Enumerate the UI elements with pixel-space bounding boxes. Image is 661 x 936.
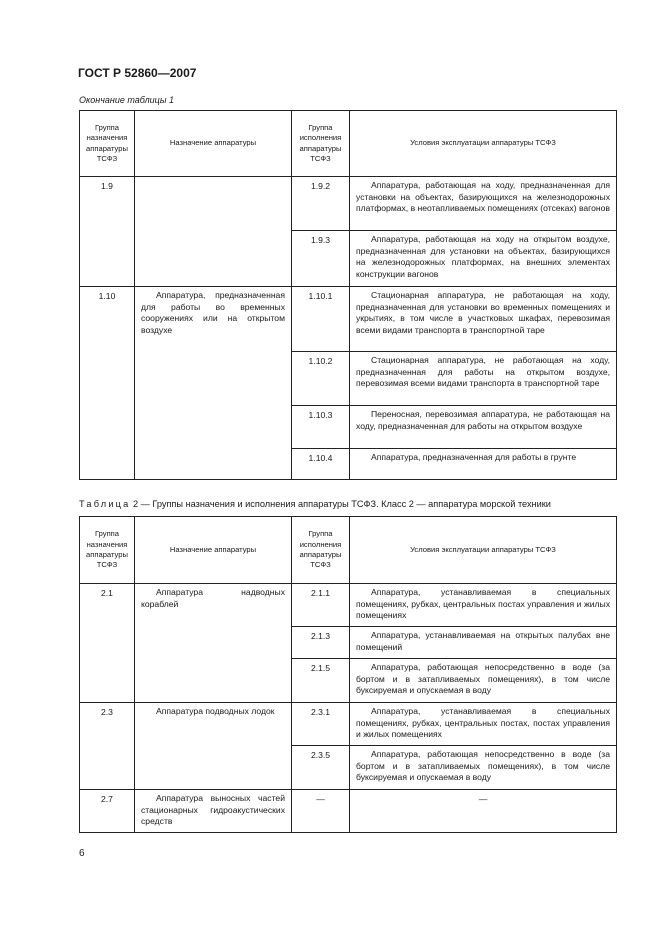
table-row: [80, 703, 617, 746]
execution-cell: 2.3.1: [292, 703, 350, 746]
col-header-group-execution: Группа исполнения аппаратуры ТСФЗ: [292, 517, 350, 584]
conditions-cell: Переносная, перевозимая аппаратура, не работающая на ходу, предназначенная для работы на открытом воздухе: [350, 406, 617, 449]
execution-cell: —: [292, 790, 350, 833]
table-row: [80, 287, 617, 352]
group-cell: 1.10: [80, 287, 135, 480]
purpose-cell: Аппаратура выносных частей стационарных гидроакустических средств: [135, 790, 292, 833]
conditions-cell: Аппаратура, работающая на ходу, предназначенная для установки на объектах, базирующихся на железнодорожных платформах, в неотапливаемых помещениях (отсеках) вагонов: [350, 177, 617, 231]
col-header-purpose: Назначение аппаратуры: [135, 111, 292, 177]
execution-cell: 1.10.2: [292, 352, 350, 406]
execution-cell: 2.3.5: [292, 746, 350, 790]
conditions-cell: —: [350, 790, 617, 833]
table2-caption: [79, 499, 551, 509]
table1-caption: Окончание таблицы 1: [79, 95, 174, 105]
group-cell: 2.1: [80, 584, 135, 703]
execution-cell: 1.10.1: [292, 287, 350, 352]
table-1: [79, 110, 617, 480]
execution-cell: 1.9.3: [292, 231, 350, 287]
table2-caption-text: 2 — Группы назначения и исполнения аппаратуры ТСФЗ. Класс 2 — аппаратура морской техники: [133, 499, 551, 509]
execution-cell: 1.10.4: [292, 449, 350, 480]
conditions-cell: Стационарная аппаратура, не работающая на ходу, предназначенная для установки во временных помещениях и укрытиях, в том числе в участковых шкафах, перевозимая всеми видами транспорта в транспортной таре: [350, 287, 617, 352]
page-number: 6: [79, 848, 85, 859]
conditions-cell: Аппаратура, работающая непосредственно в воде (за бортом и в затапливаемых помещениях), в том числе буксируемая и опускаемая в воду: [350, 659, 617, 703]
conditions-cell: Аппаратура, работающая непосредственно в воде (за бортом и в затапливаемых помещениях), в том числе буксируемая и опускаемая в воду: [350, 746, 617, 790]
document-header: ГОСТ Р 52860—2007: [78, 66, 197, 80]
conditions-cell: Аппаратура, устанавливаемая в специальных помещениях, рубках, центральных постах управления и жилых помещениях: [350, 584, 617, 627]
table-row: [80, 177, 617, 231]
conditions-cell: Аппаратура, устанавливаемая в специальных помещениях, рубках, центральных постах, постах управления и жилых помещениях: [350, 703, 617, 746]
conditions-cell: Стационарная аппаратура, не работающая на ходу, предназначенная для работы на открытом воздухе, перевозимая всеми видами транспорта в транспортной таре: [350, 352, 617, 406]
execution-cell: 2.1.5: [292, 659, 350, 703]
execution-cell: 1.10.3: [292, 406, 350, 449]
execution-cell: 1.9.2: [292, 177, 350, 231]
purpose-cell: [135, 177, 292, 287]
table-row: [80, 584, 617, 627]
purpose-cell: Аппаратура, предназначенная для работы во временных сооружениях или на открытом воздухе: [135, 287, 292, 480]
group-cell: 2.3: [80, 703, 135, 790]
execution-cell: 2.1.3: [292, 627, 350, 659]
table-2: [79, 516, 617, 833]
col-header-group-execution: Группа исполнения аппаратуры ТСФЗ: [292, 111, 350, 177]
conditions-cell: Аппаратура, предназначенная для работы в грунте: [350, 449, 617, 480]
purpose-cell: Аппаратура надводных кораблей: [135, 584, 292, 703]
execution-cell: 2.1.1: [292, 584, 350, 627]
group-cell: 2.7: [80, 790, 135, 833]
table2-caption-label: Таблица: [79, 499, 131, 509]
col-header-conditions: Условия эксплуатации аппаратуры ТСФЗ: [350, 517, 617, 584]
col-header-purpose: Назначение аппаратуры: [135, 517, 292, 584]
group-cell: 1.9: [80, 177, 135, 287]
col-header-group-purpose: Группа назначения аппаратуры ТСФЗ: [80, 111, 135, 177]
table-row: [80, 790, 617, 833]
col-header-conditions: Условия эксплуатации аппаратуры ТСФЗ: [350, 111, 617, 177]
col-header-group-purpose: Группа назначения аппаратуры ТСФЗ: [80, 517, 135, 584]
purpose-cell: Аппаратура подводных лодок: [135, 703, 292, 790]
conditions-cell: Аппаратура, работающая на ходу на открытом воздухе, предназначенная для установки на объектах, базирующихся на железнодорожных платформах, на внешних элементах конструкции вагонов: [350, 231, 617, 287]
conditions-cell: Аппаратура, устанавливаемая на открытых палубах вне помещений: [350, 627, 617, 659]
